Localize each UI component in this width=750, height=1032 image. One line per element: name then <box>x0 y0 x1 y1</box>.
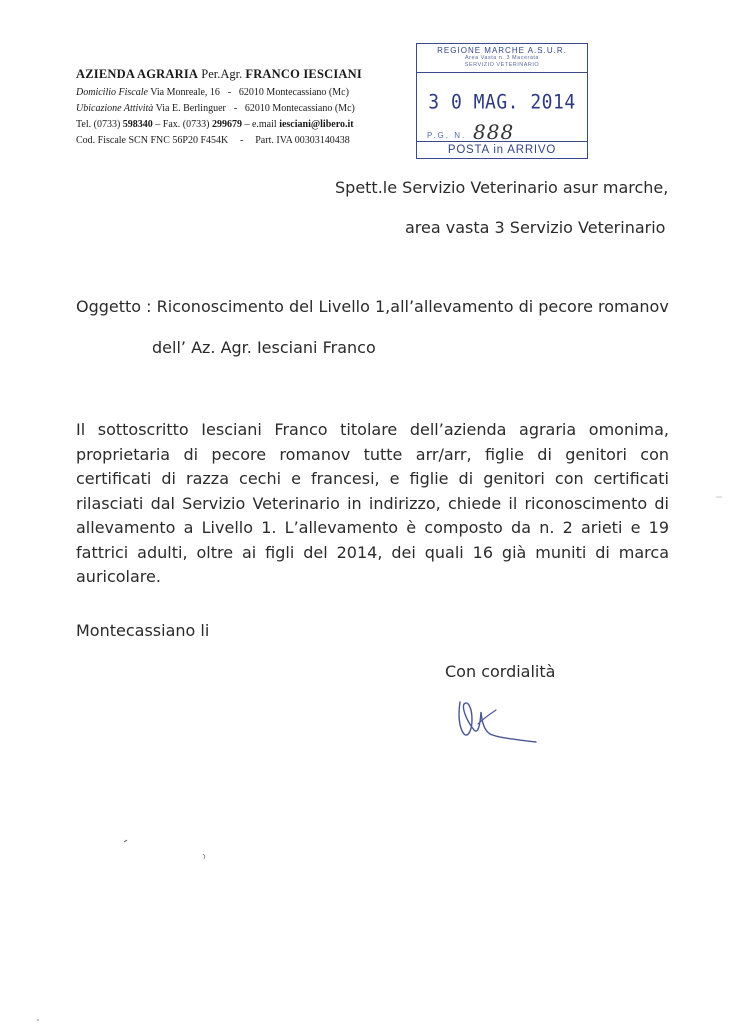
domicilio-line <box>76 85 396 101</box>
reception-stamp <box>416 43 588 159</box>
stamp-divider <box>417 72 587 73</box>
contact-line <box>76 117 396 133</box>
fax-number: 299679 <box>211 119 242 130</box>
body-line: certificati di razza cechi e francesi, e figlie di genitori con certificati <box>76 469 669 488</box>
place-line: Montecassiano li <box>76 621 210 640</box>
stamp-pn-label: P.G. N. <box>427 131 467 140</box>
ubicazione-label: Ubicazione Attività <box>76 103 154 114</box>
codice-fiscale: Cod. Fiscale SCN FNC 56P20 F454K <box>76 135 229 146</box>
body-line: allevamento a Livello 1. L’allevamento è composto da n. 2 arieti e 19 <box>76 518 669 537</box>
tel-number: 598340 <box>122 119 153 130</box>
addressee-line-2: area vasta 3 Servizio Veterinario <box>405 218 666 237</box>
separator-dash: - <box>240 135 244 146</box>
stamp-date: 3 0 MAG. 2014 <box>428 90 576 115</box>
stamp-subline-2: SERVIZIO VETERINARIO <box>464 62 540 68</box>
body-line: Il sottoscritto Iesciani Franco titolare dell’azienda agraria omonima, <box>76 420 669 439</box>
partita-iva: Part. IVA 00303140438 <box>255 135 350 146</box>
closing-line: Con cordialità <box>445 662 556 681</box>
domicilio-city: 62010 Montecassiano (Mc) <box>238 87 349 98</box>
ubicazione-city: 62010 Montecassiano (Mc) <box>244 103 355 114</box>
letterhead <box>76 66 396 149</box>
email-address: iesciani@libero.it <box>279 119 354 130</box>
separator-dash: - <box>227 87 232 98</box>
stamp-header: REGIONE MARCHE A.S.U.R. <box>437 46 567 55</box>
body-line: rilasciati dal Servizio Veterinario in indirizzo, chiede il riconoscimento di <box>76 493 669 513</box>
separator-dash: - <box>233 103 238 114</box>
handwritten-signature <box>450 690 550 750</box>
subject-line-2: dell’ Az. Agr. Iesciani Franco <box>152 338 376 357</box>
company-name: AZIENDA AGRARIA <box>76 67 199 81</box>
body-line: fattrici adulti, oltre ai figli del 2014, dei quali 16 già muniti di marca <box>76 542 669 562</box>
owner-name: FRANCO IESCIANI <box>245 67 362 81</box>
stamp-footer: POSTA in ARRIVO <box>417 141 587 158</box>
fiscal-line <box>76 133 396 149</box>
fax-label: – Fax. (0733) <box>155 119 210 130</box>
stamp-subline-1: Area Vasta n. 3 Macerata <box>465 55 539 61</box>
domicilio-label: Domicilio Fiscale <box>76 87 148 98</box>
letterhead-title <box>76 66 396 82</box>
owner-prefix: Per.Agr. <box>201 67 243 81</box>
addressee-line-1: Spett.le Servizio Veterinario asur marche, <box>335 178 669 197</box>
domicilio-address: Via Monreale, 16 <box>150 87 220 98</box>
body-paragraph <box>76 418 669 590</box>
ubicazione-line <box>76 101 396 117</box>
email-label: – e.mail <box>244 119 277 130</box>
body-line: proprietaria di pecore romanov tutte arr/arr, figlie di genitori con <box>76 444 669 464</box>
body-line: auricolare. <box>76 567 161 586</box>
subject-line-1: Oggetto : Riconoscimento del Livello 1,all’allevamento di pecore romanov <box>76 297 669 316</box>
tel-label: Tel. (0733) <box>76 119 121 130</box>
stamp-protocol-number: 888 <box>473 120 515 144</box>
ubicazione-address: Via E. Berlinguer <box>155 103 226 114</box>
